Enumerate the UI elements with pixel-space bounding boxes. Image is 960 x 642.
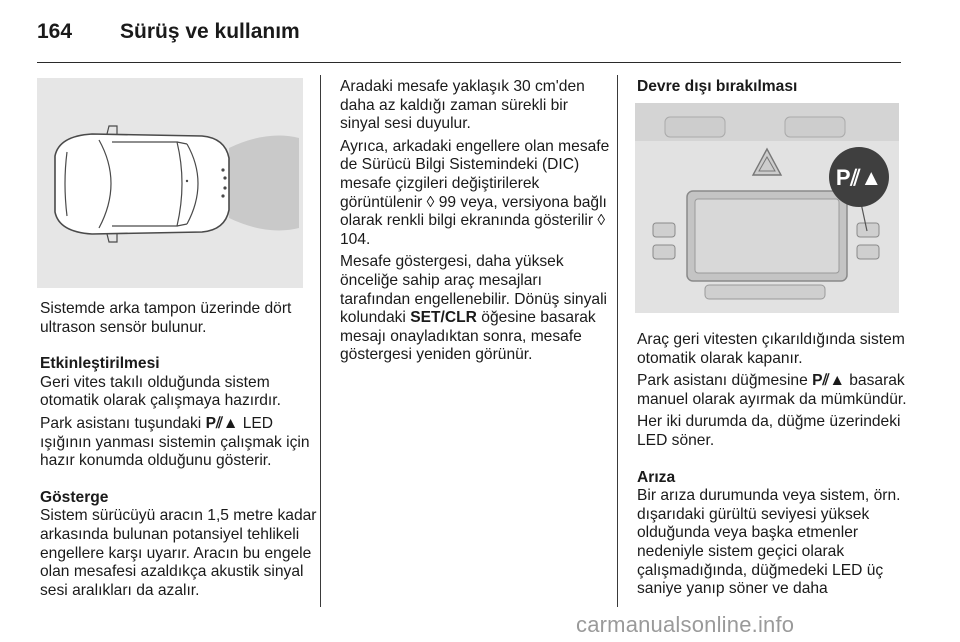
park-assist-icon: P⫽▲ <box>205 414 239 432</box>
heading-display: Gösterge <box>40 488 109 506</box>
intro-text: Sistemde arka tampon üzerinde dört ultrason sensör bulunur. <box>40 300 292 336</box>
column-divider-1 <box>320 75 321 607</box>
dic-text: Ayrıca, arkadaki engellere olan mesafe de Sürücü Bilgi Sistemindeki (DIC) mesafe çizgileri değiştirilerek görüntülenir ◊ 99 veya, versiyona bağlı olarak renkli bilgi ekranında gösterilir ◊ 104. <box>340 137 610 248</box>
page-title: Sürüş ve kullanım <box>120 20 300 43</box>
set-clr-label: SET/CLR <box>410 309 477 327</box>
continuous-signal-text: Aradaki mesafe yaklaşık 30 cm'den daha az kaldığı zaman sürekli bir sinyal sesi duyulur. <box>340 78 585 133</box>
park-assist-button-icon: P⫽▲ <box>835 165 883 190</box>
manual-off-text <box>637 372 915 409</box>
column-right <box>637 331 915 603</box>
header-rule <box>37 62 901 63</box>
priority-text-post: öğesine basarak mesajı onayladıktan sonra, mesafe göstergesi yeniden görünür. <box>340 309 596 364</box>
column-middle <box>340 78 610 369</box>
heading-activation: Etkinleştirilmesi <box>40 355 160 373</box>
heading-fault: Arıza <box>637 468 676 486</box>
led-text <box>40 415 318 471</box>
dashboard-figure <box>635 103 899 313</box>
led-text-post: LED ışığının yanması sistemin çalışmak için hazır konumda olduğunu gösterir. <box>40 414 310 470</box>
fault-text: Bir arıza durumunda veya sistem, örn. dışarıdaki gürültü seviyesi yüksek olduğunda veya başka etmenler nedeniyle sistem geçici olarak çalışmadığında, düğmedeki LED üç saniye yanıp söner ve daha <box>637 487 901 598</box>
watermark: carmanualsonline.info <box>576 612 795 637</box>
page-number: 164 <box>37 20 73 43</box>
heading-deactivation: Devre dışı bırakılması <box>637 78 798 95</box>
car-top-view-figure <box>37 78 303 288</box>
column-left <box>40 300 318 604</box>
park-assist-icon-2: P⫽▲ <box>812 372 845 390</box>
dashboard-button-illustration <box>635 103 899 313</box>
led-text-pre: Park asistanı tuşundaki <box>40 414 202 432</box>
page-header <box>37 20 300 44</box>
auto-off-text: Araç geri vitesten çıkarıldığında sistem otomatik olarak kapanır. <box>637 331 905 367</box>
manual-off-pre: Park asistanı düğmesine <box>637 372 808 390</box>
rear-sensor-illustration <box>37 78 303 288</box>
priority-text <box>340 253 610 365</box>
activation-text: Geri vites takılı olduğunda sistem otomatik olarak çalışmaya hazırdır. <box>40 373 281 410</box>
manual-off-post: basarak manuel olarak ayırmak da mümkündür. <box>637 372 907 408</box>
led-off-text: Her iki durumda da, düğme üzerindeki LED söner. <box>637 413 901 449</box>
column-divider-2 <box>617 75 618 607</box>
priority-text-pre: Mesafe göstergesi, daha yüksek önceliğe sahip araç mesajları tarafından engellenebilir. Dönüş sinyali kolundaki <box>340 253 607 327</box>
display-text: Sistem sürücüyü aracın 1,5 metre kadar arkasında bulunan potansiyel tehlikeli engellere karşı uyarır. Aracın bu engele olan mesafesi azaldıkça akustik sinyal sesi aralıkları da azalır. <box>40 507 317 599</box>
